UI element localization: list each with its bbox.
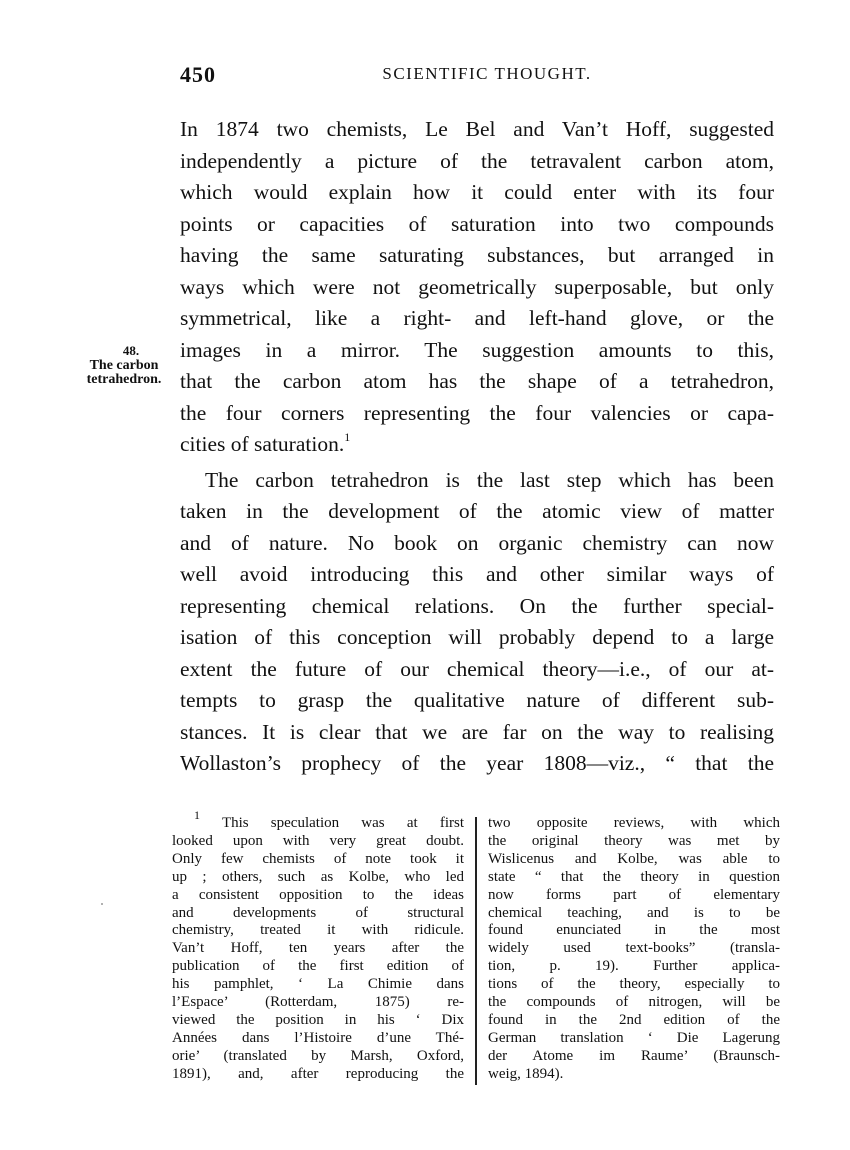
text-line: well avoid introducing this and other similar ways of: [180, 562, 774, 586]
footnote-line: tion, p. 19). Further applica-: [488, 958, 780, 975]
footnote-line: now forms part of elementary: [488, 886, 780, 903]
footnote-line: Only few chemists of note took it: [172, 850, 464, 867]
footnote-line: weig, 1894).: [488, 1065, 564, 1082]
footnote-line: chemistry, treated it with ridicule.: [172, 922, 464, 939]
text-line: taken in the development of the atomic view of matter: [180, 499, 774, 523]
text-line: [180, 429, 774, 461]
footnote-column-right: [488, 815, 780, 1084]
footnote-line: looked upon with very great doubt.: [172, 832, 464, 849]
footnote-line: found in the 2nd edition of the: [488, 1011, 780, 1028]
footnote-line: German translation ‘ Die Lagerung: [488, 1029, 780, 1046]
page-header: [180, 62, 774, 92]
footnote-line: the compounds of nitrogen, will be: [488, 994, 780, 1011]
footnotes: [170, 808, 780, 1087]
footnote-line: orie’ (translated by Marsh, Oxford,: [172, 1047, 464, 1064]
text-line: stances. It is clear that we are far on the way to realising: [180, 719, 774, 744]
marginal-note-number: 48.: [122, 343, 140, 358]
footnote-line: Années dans l’Histoire d’une Thé-: [172, 1029, 464, 1046]
text-line: Wollaston’s prophecy of the year 1808—viz., “ that the: [180, 751, 774, 775]
footnote-line-content: This speculation was at first: [221, 815, 465, 831]
text-line: The carbon tetrahedron is the last step which has been: [205, 467, 774, 492]
footnote-line: up ; others, such as Kolbe, who led: [172, 868, 464, 885]
text-line: representing chemical relations. On the further special-: [180, 593, 774, 618]
footnote-line: [172, 808, 465, 833]
marginal-note-label: The carbon: [89, 357, 159, 373]
text-line: In 1874 two chemists, Le Bel and Van’t Hoff, suggested: [180, 117, 774, 141]
footnote-line: a consistent opposition to the ideas: [172, 886, 464, 903]
footnote-line: der Atome im Raume’ (Braunsch-: [488, 1047, 780, 1064]
footnote-line: state “ that the theory in question: [488, 868, 780, 885]
text-line: images in a mirror. The suggestion amounts to this,: [180, 337, 774, 362]
footnote-line: his pamphlet, ‘ La Chimie dans: [172, 976, 464, 993]
text-line: isation of this conception will probably depend to a large: [180, 625, 774, 649]
footnote-line: Wislicenus and Kolbe, was able to: [488, 850, 780, 867]
marginal-note: [72, 344, 176, 388]
footnote-line: found enunciated in the most: [488, 922, 780, 939]
footnote-marker: 1: [194, 808, 200, 822]
text-line-content: cities of saturation.: [180, 432, 345, 456]
footnote-column-left: [172, 808, 465, 1084]
text-line: which would explain how it could enter with its four: [180, 180, 774, 204]
page-number: 450: [180, 62, 216, 87]
footnote-line: two opposite reviews, with which: [488, 815, 780, 831]
body-text: [180, 114, 774, 780]
footnote-line: and developments of structural: [172, 904, 464, 921]
footnote-line: viewed the position in his ‘ Dix: [172, 1011, 464, 1028]
text-line: tempts to grasp the qualitative nature of different sub-: [180, 688, 774, 712]
text-line: having the same saturating substances, but arranged in: [180, 243, 774, 267]
footnote-line: widely used text-books” (transla-: [488, 940, 780, 957]
text-line: and of nature. No book on organic chemistry can now: [180, 530, 774, 555]
text-line: that the carbon atom has the shape of a tetrahedron,: [180, 369, 774, 393]
footnote-line: publication of the first edition of: [172, 958, 464, 975]
running-head: SCIENTIFIC THOUGHT.: [382, 64, 592, 83]
scan-speck: [101, 903, 103, 905]
footnote-line: 1891), and, after reproducing the: [172, 1065, 464, 1082]
footnote-line: Van’t Hoff, ten years after the: [172, 940, 464, 957]
text-line: independently a picture of the tetravalent carbon atom,: [180, 148, 774, 173]
footnote-reference[interactable]: 1: [344, 429, 351, 444]
text-line: symmetrical, like a right- and left-hand glove, or the: [180, 306, 774, 330]
text-line: the four corners representing the four valencies or capa-: [180, 400, 774, 425]
marginal-note-label: tetrahedron.: [86, 372, 162, 387]
footnote-line: the original theory was met by: [488, 832, 780, 849]
text-line: extent the future of our chemical theory—i.e., of our at-: [180, 656, 774, 681]
text-line: ways which were not geometrically superposable, but only: [180, 274, 774, 299]
footnote-line: tions of the theory, especially to: [488, 976, 780, 993]
footnote-line: l’Espace’ (Rotterdam, 1875) re-: [172, 994, 464, 1011]
column-divider: [475, 817, 477, 1085]
footnote-line: chemical teaching, and is to be: [488, 904, 780, 921]
text-line: points or capacities of saturation into two compounds: [180, 211, 774, 236]
